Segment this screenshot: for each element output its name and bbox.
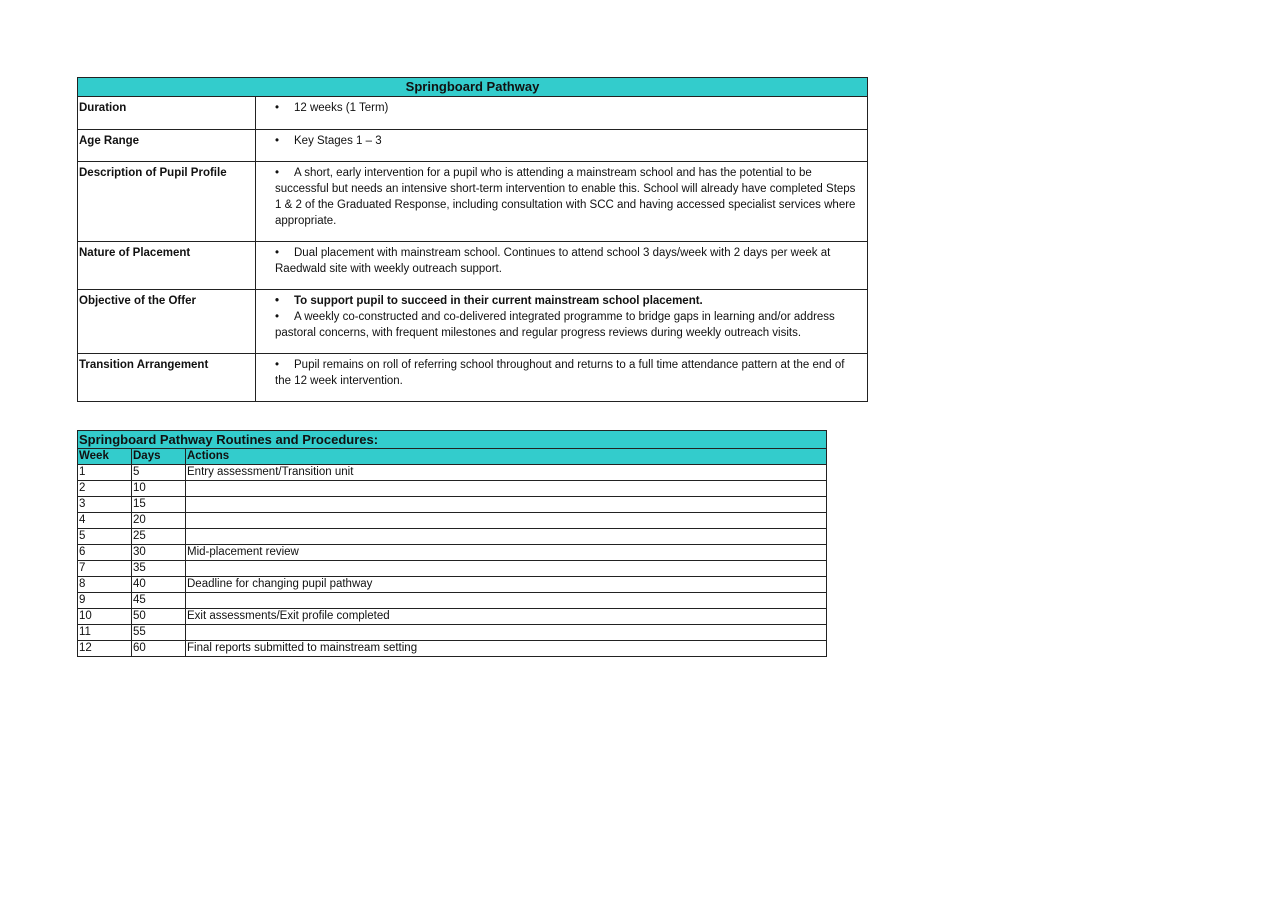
- row-label: Nature of Placement: [78, 242, 256, 290]
- pathway-row: [78, 290, 868, 354]
- bullet-icon: •: [275, 135, 280, 147]
- bullet-text: Dual placement with mainstream school. Continues to attend school 3 days/week with 2 days per week at Raedwald site with weekly outreach support.: [275, 247, 831, 275]
- row-value: [256, 97, 868, 130]
- pathway-body: [78, 97, 868, 402]
- week-cell: 9: [78, 593, 132, 609]
- week-cell: 1: [78, 465, 132, 481]
- pathway-row: [78, 130, 868, 162]
- days-cell: 20: [132, 513, 186, 529]
- week-cell: 11: [78, 625, 132, 641]
- bullet-icon: •: [275, 167, 280, 179]
- bullet-item: [275, 100, 859, 116]
- action-cell: Deadline for changing pupil pathway: [186, 577, 827, 593]
- routines-title: Springboard Pathway Routines and Procedures:: [78, 431, 827, 449]
- days-cell: 30: [132, 545, 186, 561]
- week-cell: 6: [78, 545, 132, 561]
- bullet-item: [275, 133, 859, 149]
- table-row: [78, 625, 827, 641]
- row-value: [256, 162, 868, 242]
- routines-table: [77, 430, 827, 657]
- pathway-table: [77, 77, 868, 402]
- days-cell: 40: [132, 577, 186, 593]
- action-cell: Entry assessment/Transition unit: [186, 465, 827, 481]
- action-cell: [186, 593, 827, 609]
- days-cell: 35: [132, 561, 186, 577]
- action-cell: [186, 513, 827, 529]
- week-cell: 12: [78, 641, 132, 657]
- pathway-title: Springboard Pathway: [78, 78, 868, 97]
- week-cell: 5: [78, 529, 132, 545]
- bullet-text: Pupil remains on roll of referring school throughout and returns to a full time attendance pattern at the end of the 12 week intervention.: [275, 359, 845, 387]
- bullet-text: 12 weeks (1 Term): [294, 102, 389, 114]
- days-cell: 55: [132, 625, 186, 641]
- days-cell: 45: [132, 593, 186, 609]
- table-row: [78, 609, 827, 625]
- week-cell: 8: [78, 577, 132, 593]
- action-cell: [186, 481, 827, 497]
- action-cell: Mid-placement review: [186, 545, 827, 561]
- days-cell: 25: [132, 529, 186, 545]
- action-cell: [186, 625, 827, 641]
- week-cell: 10: [78, 609, 132, 625]
- table-row: [78, 641, 827, 657]
- days-cell: 50: [132, 609, 186, 625]
- row-value: [256, 130, 868, 162]
- row-label: Objective of the Offer: [78, 290, 256, 354]
- action-cell: Final reports submitted to mainstream setting: [186, 641, 827, 657]
- days-cell: 15: [132, 497, 186, 513]
- bullet-item: [275, 245, 859, 277]
- action-cell: [186, 529, 827, 545]
- bullet-icon: •: [275, 247, 280, 259]
- bullet-icon: •: [275, 311, 280, 323]
- week-cell: 2: [78, 481, 132, 497]
- days-cell: 10: [132, 481, 186, 497]
- row-value: [256, 290, 868, 354]
- row-label: Duration: [78, 97, 256, 130]
- actions-column-header: Actions: [186, 449, 827, 465]
- row-value: [256, 354, 868, 402]
- week-column-header: Week: [78, 449, 132, 465]
- row-value: [256, 242, 868, 290]
- week-cell: 4: [78, 513, 132, 529]
- pathway-row: [78, 354, 868, 402]
- days-cell: 5: [132, 465, 186, 481]
- pathway-row: [78, 97, 868, 130]
- action-cell: Exit assessments/Exit profile completed: [186, 609, 827, 625]
- table-row: [78, 465, 827, 481]
- week-cell: 7: [78, 561, 132, 577]
- table-row: [78, 497, 827, 513]
- action-cell: [186, 561, 827, 577]
- pathway-row: [78, 162, 868, 242]
- row-label: Description of Pupil Profile: [78, 162, 256, 242]
- table-row: [78, 513, 827, 529]
- bullet-text: A short, early intervention for a pupil who is attending a mainstream school and has the potential to be successful but needs an intensive short-term intervention to enable this. School will already have completed Steps 1 & 2 of the Graduated Response, including consultation with SCC and having accessed specialist services where appropriate.: [275, 167, 856, 227]
- bullet-item: [275, 165, 859, 229]
- pathway-row: [78, 242, 868, 290]
- week-cell: 3: [78, 497, 132, 513]
- days-cell: 60: [132, 641, 186, 657]
- table-row: [78, 577, 827, 593]
- action-cell: [186, 497, 827, 513]
- table-row: [78, 593, 827, 609]
- days-column-header: Days: [132, 449, 186, 465]
- table-row: [78, 481, 827, 497]
- bullet-icon: •: [275, 359, 280, 371]
- row-label: Transition Arrangement: [78, 354, 256, 402]
- bullet-icon: •: [275, 295, 280, 307]
- table-row: [78, 561, 827, 577]
- bullet-text: Key Stages 1 – 3: [294, 135, 382, 147]
- table-row: [78, 529, 827, 545]
- bullet-text: A weekly co-constructed and co-delivered integrated programme to bridge gaps in learning and/or address pastoral concerns, with frequent milestones and regular progress reviews during weekly outreach visits.: [275, 311, 835, 339]
- routines-body: [78, 465, 827, 657]
- bullet-item: [275, 293, 859, 309]
- bullet-item: [275, 357, 859, 389]
- bullet-text: To support pupil to succeed in their current mainstream school placement.: [294, 295, 703, 307]
- bullet-item: [275, 309, 859, 341]
- table-row: [78, 545, 827, 561]
- row-label: Age Range: [78, 130, 256, 162]
- bullet-icon: •: [275, 102, 280, 114]
